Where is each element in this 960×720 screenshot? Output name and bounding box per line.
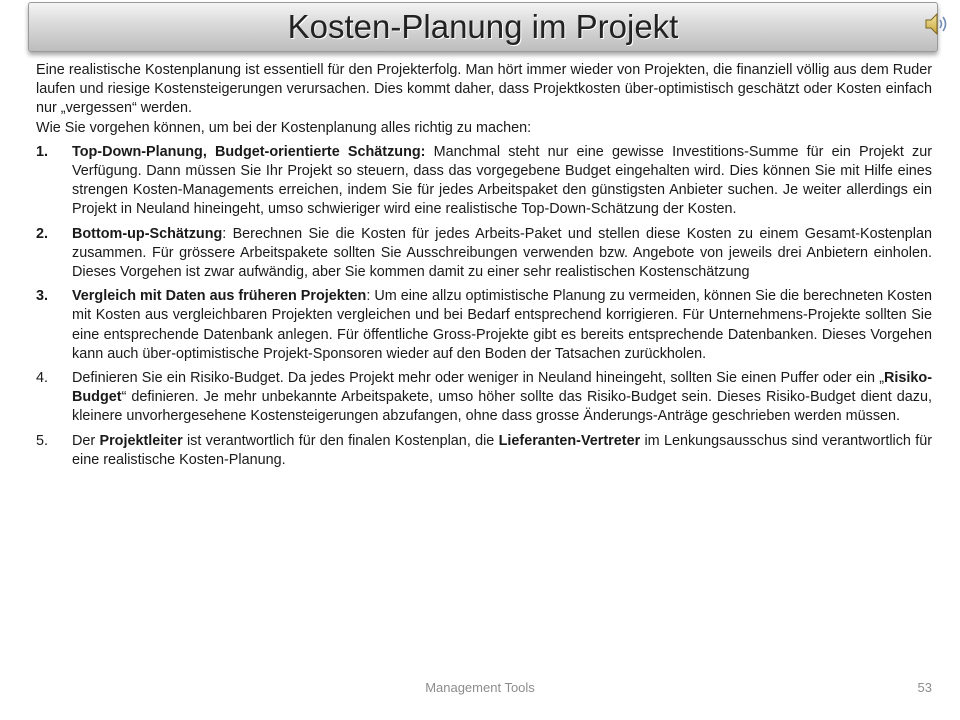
list-item-text: Definieren Sie ein Risiko-Budget. Da jedes Projekt mehr oder weniger in Neuland hineingeht, sollten Sie einen Puffer oder ein „	[72, 370, 885, 387]
list-item-text: “ definieren. Je mehr unbekannte Arbeitspakete, umso höher sollte das Risiko-Budget sein. Dieses Risiko-Budget dient dazu, kleinere unvorhergesehene Kostensteigerungen abzufangen, ohne dass grosse Änderungs-Anträge geschrieben werden müssen.	[72, 389, 932, 425]
title-bar	[28, 2, 938, 52]
list-item	[36, 225, 932, 283]
list-item-text: Manchmal steht nur eine gewisse Investitions-Summe für ein Projekt zur Verfügung. Dann müssen Sie Ihr Projekt so steuern, dass das vorgegebene Budget eingehalten wird. Dies können Sie mit Hilfe eines strengen Kosten-Managements erreichen, indem Sie für jedes Arbeitspaket den günstigsten Anbieter suchen. Je weiter allerdings ein Projekt in Neuland hineingeht, umso schwieriger wird eine realistische Top-Down-Schätzung der Kosten.	[72, 143, 932, 218]
list-item-emphasis: Lieferanten-Vertreter	[498, 432, 641, 449]
content-body	[36, 61, 932, 470]
list-item	[36, 432, 932, 470]
speaker-icon[interactable]	[924, 11, 950, 37]
list-item-text: ist verantwortlich für den finalen Kostenplan, die	[182, 432, 499, 449]
list-item-text: Der	[72, 432, 100, 449]
list-item	[36, 369, 932, 427]
page-title: Kosten-Planung im Projekt	[287, 8, 679, 45]
list-item-heading: Vergleich mit Daten aus früheren Projekten	[72, 288, 367, 305]
page-number: 53	[917, 680, 932, 695]
list-item-number: 5.	[36, 432, 49, 449]
list-item	[36, 143, 932, 220]
list-item-text: im Lenkungsausschus sind verantwortlich für eine realistische Kosten-Planung.	[72, 432, 932, 468]
list-item-number: 2.	[36, 225, 49, 242]
list-item	[36, 287, 932, 364]
list-item-heading: Bottom-up-Schätzung	[72, 225, 223, 242]
footer-label: Management Tools	[425, 680, 535, 695]
list-item-text: : Berechnen Sie die Kosten für jedes Arbeits-Paket und stellen diese Kosten zu einem Gesamt-Kostenplan zusammen. Für grössere Arbeitspakete sollten Sie Ausschreibungen verwenden bzw. Angebote von jeweils drei Anbietern einholen. Dieses Vorgehen ist zwar aufwändig, aber Sie kommen damit zu einer sehr realistischen Kostenschätzung	[72, 225, 932, 281]
cost-planning-list	[36, 143, 932, 470]
list-item-emphasis: Projektleiter	[99, 432, 183, 449]
list-item-number: 3.	[36, 288, 49, 305]
list-item-text: : Um eine allzu optimistische Planung zu vermeiden, können Sie die berechneten Kosten mit Kosten aus vergleichbaren Projekten vergleichen und bei Bedarf entsprechend korrigieren. Für Unternehmens-Projekte sollten Sie eine entsprechende Datenbank anlegen. Für öffentliche Gross-Projekte gibt es bereits entsprechende Datenbanken. Dieses Vorgehen kann auch über-optimistische Projekt-Sponsoren wieder auf den Boden der Tatsachen zurückholen.	[72, 288, 932, 362]
list-item-number: 1.	[36, 143, 49, 160]
list-item-emphasis: Risiko-Budget	[72, 370, 932, 406]
list-item-heading: Top-Down-Planung, Budget-orientierte Schätzung:	[72, 143, 426, 160]
list-item-number: 4.	[36, 370, 49, 387]
intro-paragraph: Eine realistische Kostenplanung ist essentiell für den Projekterfolg. Man hört immer wieder von Projekten, die finanziell völlig aus dem Ruder laufen und riesige Kostensteigerungen verursachen. Dies kommt daher, dass Projektkosten über-optimistisch geschätzt oder Kosten einfach nur „vergessen“ werden.	[36, 62, 932, 117]
intro-lead: Wie Sie vorgehen können, um bei der Kostenplanung alles richtig zu machen:	[36, 119, 532, 136]
